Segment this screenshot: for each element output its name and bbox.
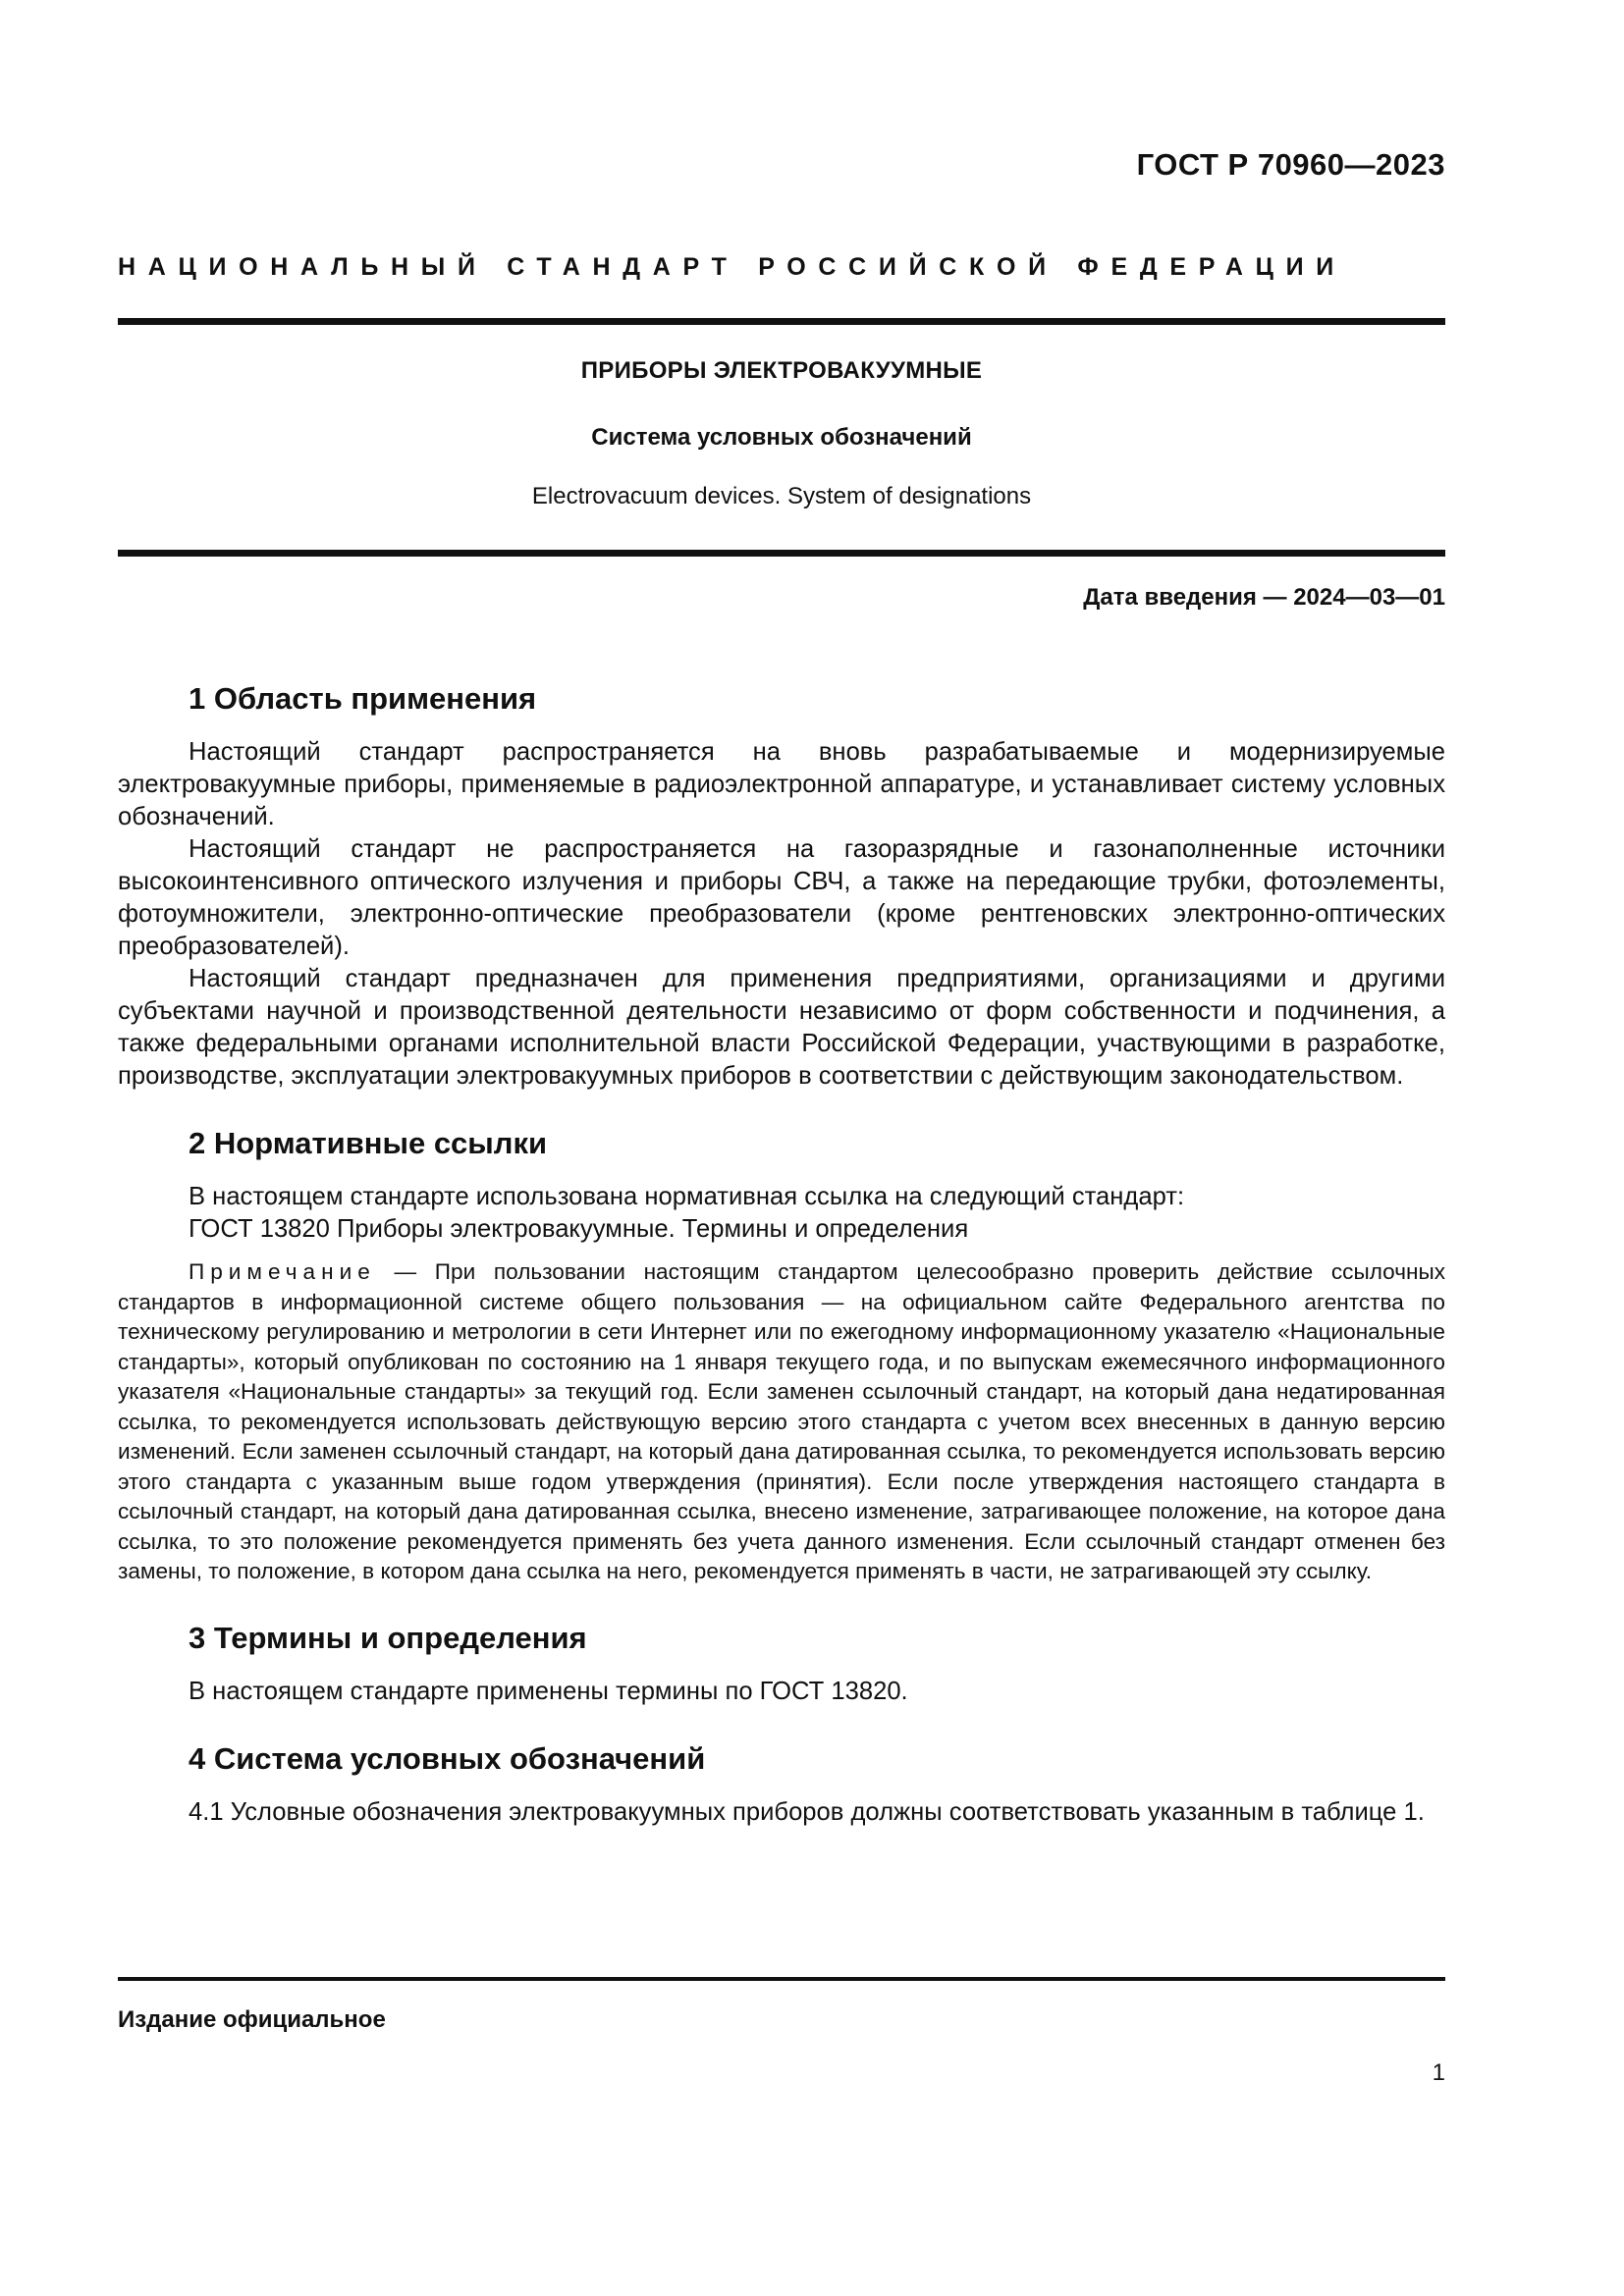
note-text: — При пользовании настоящим стандартом целесообразно проверить действие ссылочных стандартов в информационной системе общего пользования — на официальном сайте Федерального агентства по техническому регулированию и метрологии в сети Интернет или по ежегодному информационному указателю «Национальные стандарты», который опубликован по состоянию на 1 января текущего года, и по выпускам ежемесячного информационного указателя «Национальные стандарты» за текущий год. Если заменен ссылочный стандарт, на который дана недатированная ссылка, то рекомендуется использовать действующую версию этого стандарта с учетом всех внесенных в данную версию изменений. Если заменен ссылочный стандарт, на который дана датированная ссылка, то рекомендуется использовать версию этого стандарта с указанным выше годом утверждения (принятия). Если после утверждения настоящего стандарта в ссылочный стандарт, на который дана датированная ссылка, внесено изменение, затрагивающее положение, на которое дана ссылка, то это положение рекомендуется применять без учета данного изменения. Если ссылочный стандарт отменен без замены, то положение, в котором дана ссылка на него, рекомендуется применять в части, не затрагивающей эту ссылку. [118, 1259, 1445, 1583]
section-2-heading: 2 Нормативные ссылки [189, 1126, 548, 1160]
footer-divider [118, 1977, 1445, 1981]
section-3-heading: 3 Термины и определения [189, 1620, 587, 1655]
official-edition-label: Издание официальное [118, 2006, 386, 2033]
section-4-paragraph-1: 4.1 Условные обозначения электровакуумных приборов должны соответствовать указанным в таблице 1. [189, 1797, 1425, 1826]
title-divider [118, 550, 1445, 557]
introduction-date: Дата введения — 2024—03—01 [1083, 584, 1445, 611]
standard-title: ПРИБОРЫ ЭЛЕКТРОВАКУУМНЫЕ [580, 357, 983, 384]
section-3-paragraph-1: В настоящем стандарте применены термины по ГОСТ 13820. [189, 1677, 908, 1705]
page-number: 1 [1432, 2059, 1445, 2086]
standard-title-english: Electrovacuum devices. System of designations [531, 483, 1032, 509]
standard-subtitle: Система условных обозначений [591, 424, 972, 451]
section-1-paragraph-1: Настоящий стандарт распространяется на вновь разрабатываемые и модернизируемые электровакуумные приборы, применяемые в радиоэлектронной аппаратуре, и устанавливает систему условных обозначений. [118, 738, 1445, 830]
section-1-heading: 1 Область применения [189, 681, 537, 716]
document-number: ГОСТ Р 70960—2023 [1136, 147, 1445, 182]
document-body [118, 677, 1445, 1829]
section-1-paragraph-2: Настоящий стандарт не распространяется на газоразрядные и газонаполненные источники высокоинтенсивного оптического излучения и приборы СВЧ, а также на передающие трубки, фотоэлементы, фотоумножители, электронно-оптические преобразователи (кроме рентгеновских электронно-оптических преобразователей). [118, 835, 1445, 960]
section-2-note [118, 1257, 1445, 1587]
document-page [118, 0, 1445, 2296]
section-2-paragraph-1: В настоящем стандарте использована нормативная ссылка на следующий стандарт: [189, 1183, 1185, 1210]
section-4-heading: 4 Система условных обозначений [189, 1740, 706, 1776]
national-standard-header: НАЦИОНАЛЬНЫЙ СТАНДАРТ РОССИЙСКОЙ ФЕДЕРАЦИИ [118, 253, 1346, 281]
note-label: Примечание [189, 1259, 376, 1284]
section-1-paragraph-3: Настоящий стандарт предназначен для применения предприятиями, организациями и другими субъектами научной и производственной деятельности независимо от форм собственности и подчинения, а также федеральными органами исполнительной власти Российской Федерации, участвующими в разработке, производстве, эксплуатации электровакуумных приборов в соответствии с действующим законодательством. [118, 965, 1445, 1090]
section-2-reference: ГОСТ 13820 Приборы электровакуумные. Термины и определения [189, 1215, 969, 1243]
top-divider [118, 318, 1445, 325]
